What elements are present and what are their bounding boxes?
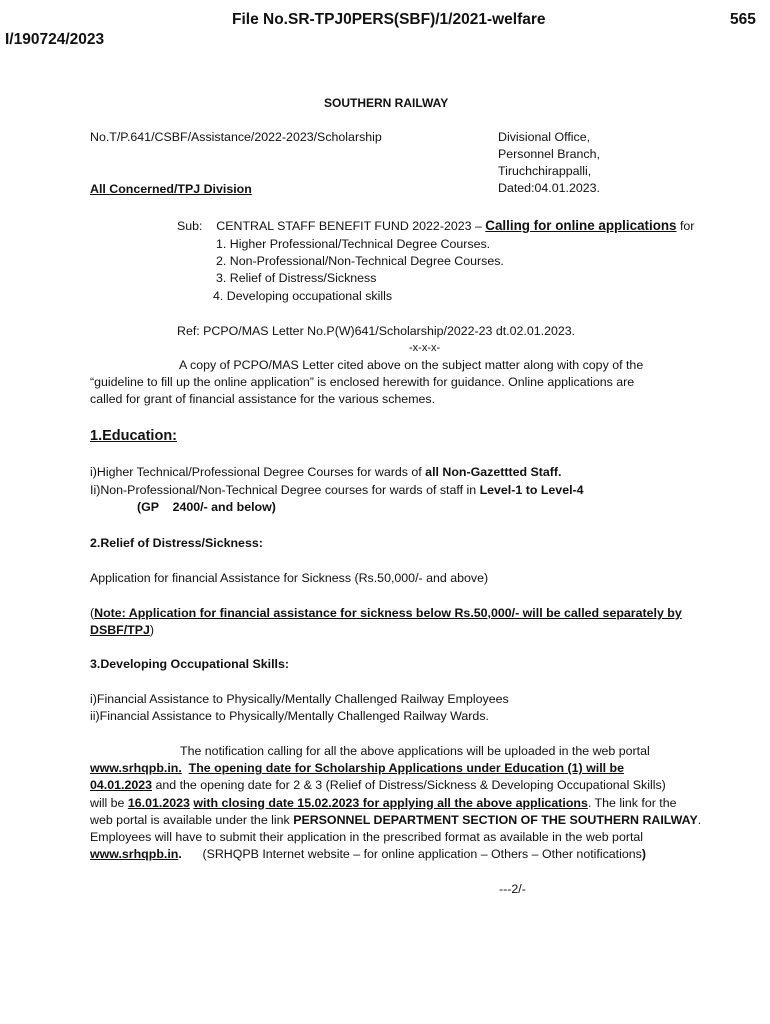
reference-line: Ref: PCPO/MAS Letter No.P(W)641/Scholarship/2022-23 dt.02.01.2023. xyxy=(177,324,576,338)
subject-item: 1. Higher Professional/Technical Degree Courses. xyxy=(216,237,491,251)
subject-item: 4. Developing occupational skills xyxy=(213,289,393,303)
address-line: Divisional Office, xyxy=(498,130,591,144)
addressee: All Concerned/TPJ Division xyxy=(90,182,252,196)
intro-paragraph xyxy=(90,357,643,409)
subject-tail: for xyxy=(679,219,695,233)
education-item xyxy=(90,464,561,481)
portal-link[interactable]: www.srhqpb.in. xyxy=(90,761,182,776)
education-item-bold: Level-1 to Level-4 xyxy=(479,483,584,497)
notification-bold: The opening date for Scholarship Applications under Education (1) will be xyxy=(188,761,624,776)
intro-line: A copy of PCPO/MAS Letter cited above on the subject matter along with copy of the xyxy=(179,358,644,372)
notification-text: and the opening date for 2 & 3 (Relief of Distress/Sickness & Developing Occupational Skills) xyxy=(152,778,666,793)
page-footer: ---2/- xyxy=(499,882,526,896)
closing-date: with closing date 15.02.2023 for applying all the above applications xyxy=(193,795,588,810)
notification-line: Employees will have to submit their application in the prescribed format as available in the web portal xyxy=(90,830,644,845)
office-address xyxy=(498,129,600,197)
skills-item: ii)Financial Assistance to Physically/Mentally Challenged Railway Wards. xyxy=(90,709,489,723)
education-item-bold: all Non-Gazettted Staff. xyxy=(425,465,562,479)
organization-title: SOUTHERN RAILWAY xyxy=(324,96,449,110)
subject-highlight: Calling for online applications xyxy=(485,218,677,233)
portal-link[interactable]: www.srhqpb.in xyxy=(90,847,179,862)
notification-text: (SRHQPB Internet website – for online application – Others – Other notifications xyxy=(202,847,642,862)
opening-date: 16.01.2023 xyxy=(127,795,190,810)
relief-heading: 2.Relief of Distress/Sickness: xyxy=(90,536,263,550)
subject-text: CENTRAL STAFF BENEFIT FUND 2022-2023 – xyxy=(216,219,482,233)
skills-item: i)Financial Assistance to Physically/Mentally Challenged Railway Employees xyxy=(90,692,509,706)
subject-item: 3. Relief of Distress/Sickness xyxy=(216,271,377,285)
education-item-text: i)Higher Technical/Professional Degree Courses for wards of xyxy=(90,465,426,479)
subject-label: Sub: xyxy=(177,219,203,233)
education-item xyxy=(90,482,584,499)
file-number: File No.SR-TPJ0PERS(SBF)/1/2021-welfare xyxy=(232,11,546,28)
notification-bold: PERSONNEL DEPARTMENT SECTION OF THE SOUTHERN RAILWAY xyxy=(293,812,698,827)
notification-line: The notification calling for all the above applications will be uploaded in the web portal xyxy=(180,744,650,758)
education-heading: 1.Education: xyxy=(90,428,178,444)
letter-number: No.T/P.641/CSBF/Assistance/2022-2023/Scholarship xyxy=(90,130,382,144)
opening-date: 04.01.2023 xyxy=(90,778,153,793)
education-item-text: Ii)Non-Professional/Non-Technical Degree courses for wards of staff in xyxy=(90,483,480,497)
separator: -x-x-x- xyxy=(409,342,441,354)
education-item-cont: (GP 2400/- and below) xyxy=(137,500,276,514)
notification-text: ) xyxy=(641,847,646,862)
intro-line: called for grant of financial assistance for the various schemes. xyxy=(90,392,436,407)
subject-item: 2. Non-Professional/Non-Technical Degree Courses. xyxy=(216,254,504,268)
notification-paragraph: The notification calling for all the above applications will be uploaded in the web portal www.srhqpb.in. The opening date for Scholarship Applications under Education (1) will be 04.01.2023 and the opening date for 2 & 3 (Relief of Distress/Sickness & Developing Occupational Skills) will be 16.01.2023 with closing date 15.02.2023 for applying all the above applications. The link for the web portal is available under the link PERSONNEL DEPARTMENT SECTION OF THE SOUTHERN RAILWAY. Employees will have to submit their application in the prescribed format as available in the web portal www.srhqpb.in. (SRHQPB Internet website – for online application – Others – Other notifications) xyxy=(90,744,702,862)
notification-text: web portal is available under the link xyxy=(90,812,294,827)
notification-text: will be xyxy=(90,795,128,810)
subject-line xyxy=(177,217,694,235)
notification-text: . The link for the xyxy=(587,795,677,810)
notification-text: . xyxy=(697,812,702,827)
relief-note-text: Note: Application for financial assistance for sickness below Rs.50,000/- will be called separately by xyxy=(94,606,682,620)
page-number: 565 xyxy=(730,11,756,28)
relief-note: (Note: Application for financial assistance for sickness below Rs.50,000/- will be called separately by DSBF/TPJ) xyxy=(90,606,682,637)
intro-line: “guideline to fill up the online application” is enclosed herewith for guidance. Online applications are xyxy=(90,375,635,390)
relief-note-text: DSBF/TPJ xyxy=(90,623,150,637)
address-line: Tiruchchirappalli, xyxy=(498,164,592,178)
skills-heading: 3.Developing Occupational Skills: xyxy=(90,657,289,671)
relief-text: Application for financial Assistance for Sickness (Rs.50,000/- and above) xyxy=(90,571,489,585)
address-line: Dated:04.01.2023. xyxy=(498,181,600,195)
address-line: Personnel Branch, xyxy=(498,147,600,161)
reference-stamp: I/190724/2023 xyxy=(5,31,105,48)
